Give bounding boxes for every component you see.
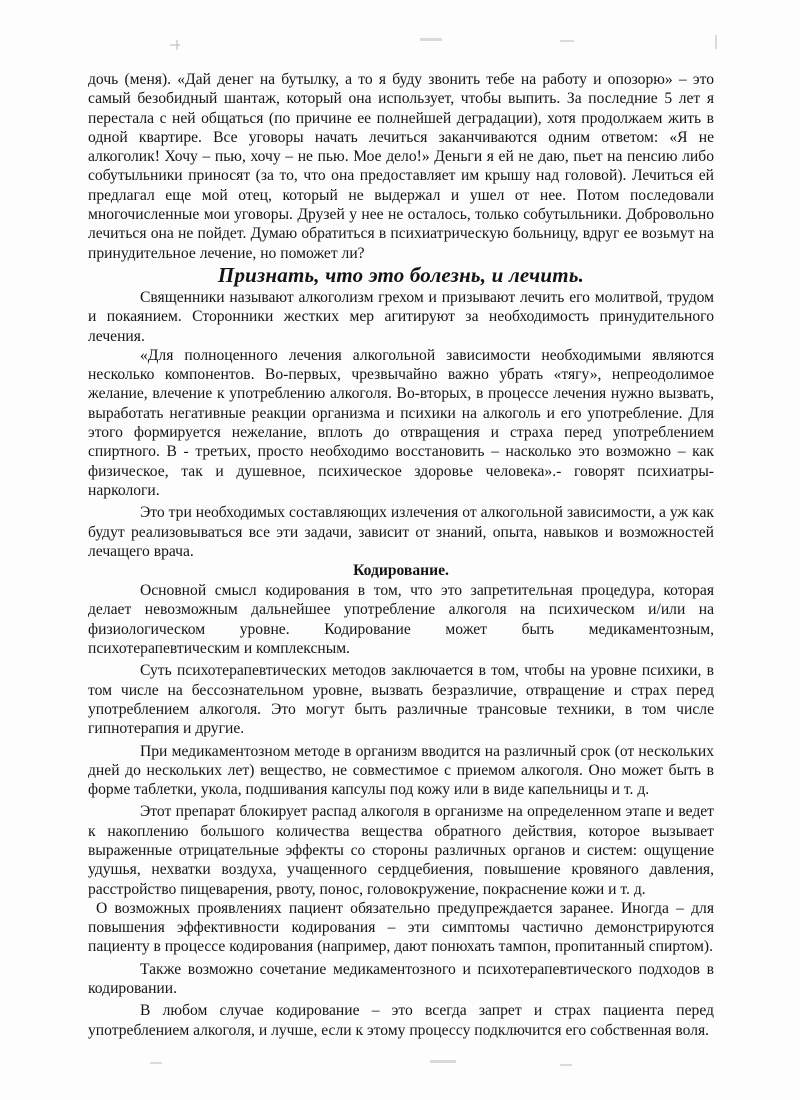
paragraph: «Для полноценного лечения алкогольной зависимости необходимыми являются несколько компонентов. Во-первых, чрезвычайно важно убрать «тягу», непреодолимое желание, влечение к употреблению алкоголя. Во-вторых, в процессе лечения нужно вызвать, выработать негативные реакции организма и психики на алкоголь и его употребление. Для этого формируется нежелание, вплоть до отвращения и страха перед употреблением спиртного. В - третьих, просто необходимо восстановить – насколько это возможно – как физическое, так и душевное, психическое здоровье человека».- говорят психиатры-наркологи. [88,346,714,499]
scan-speck [150,1062,162,1064]
section-heading-diagnosis: Признать, что это болезнь, и лечить. [217,262,585,287]
scan-speck [560,40,574,42]
paragraph: Основной смысл кодирования в том, что это запретительная процедура, которая делает невозможным дальнейшее употребление алкоголя на психическом и/или на физиологическом уровне. Кодирование может быть медикаментозным, психотерапевтическим и комплексным. [88,582,714,658]
paragraph: Суть психотерапевтических методов заключается в том, чтобы на уровне психики, в том числе на бессознательном уровне, вызвать безразличие, отвращение и страх перед употреблением алкоголя. Это могут быть различные трансовые техники, в том числе гипнотерапия и другие. [88,662,714,738]
scan-speck [560,1064,572,1066]
scan-speck [715,35,717,49]
scan-speck [430,1060,456,1063]
scan-speck [176,40,178,50]
paragraph: О возможных проявлениях пациент обязательно предупреждается заранее. Иногда – для повышения эффективности кодирования – эти симптомы частично демонстрируются пациенту в процессе кодирования (например, дают понюхать тампон, пропитанный спиртом). [88,899,714,956]
section-heading-coding: Кодирование. [353,562,449,580]
paragraph: В любом случае кодирование – это всегда запрет и страх пациента перед употреблением алкоголя, и лучше, если к этому процессу подключится его собственная воля. [88,1002,714,1039]
paragraph: Это три необходимых составляющих излечения от алкогольной зависимости, а уж как будут реализовываться все эти задачи, зависит от знаний, опыта, навыков и возможностей лечащего врача. [88,504,714,560]
intro-paragraph: дочь (меня). «Дай денег на бутылку, а то я буду звонить тебе на работу и опозорю» – это самый безобидный шантаж, который она использует, чтобы выпить. За последние 5 лет я перестала с ней общаться (по причине ее полнейшей деградации), хотя продолжаем жить в одной квартире. Все уговоры начать лечиться заканчиваются одним ответом: «Я не алкоголик! Хочу – пью, хочу – не пью. Мое дело!» Деньги я ей не даю, пьет на пенсию либо собутыльники приносят (за то, что она предоставляет им крышу над головой). Лечиться ей предлагал еще мой отец, который не выдержал и ушел от нее. Потом последовали многочисленные мои уговоры. Друзей у нее не осталось, только собутыльники. Добровольно лечиться она не пойдет. Думаю обратиться в психиатрическую больницу, вдруг ее возьмут на принудительное лечение, но поможет ли? [88,71,714,262]
document-body [88,70,714,1040]
paragraph: Священники называют алкоголизм грехом и призывают лечить его молитвой, трудом и покаянием. Сторонники жестких мер агитируют за необходимость принудительного лечения. [88,288,714,345]
paragraph: Также возможно сочетание медикаментозного и психотерапевтического подходов в кодировании. [88,960,714,998]
scan-speck [170,44,180,46]
paragraph: Этот препарат блокирует распад алкоголя в организме на определенном этапе и ведет к накоплению большого количества вещества обратного действия, которое вызывает выраженные отрицательные эффекты со стороны различных органов и систем: ощущение удушья, нехватки воздуха, учащенного сердцебиения, повышение кровяного давления, расстройство пищеварения, рвоту, понос, головокружение, покраснение кожи и т. д. [88,803,714,898]
paragraph: При медикаментозном методе в организм вводится на различный срок (от нескольких дней до нескольких лет) вещество, не совместимое с приемом алкоголя. Оно может быть в форме таблетки, укола, подшивания капсулы под кожу или в виде капельницы и т. д. [88,742,714,799]
scan-speck [420,38,442,41]
